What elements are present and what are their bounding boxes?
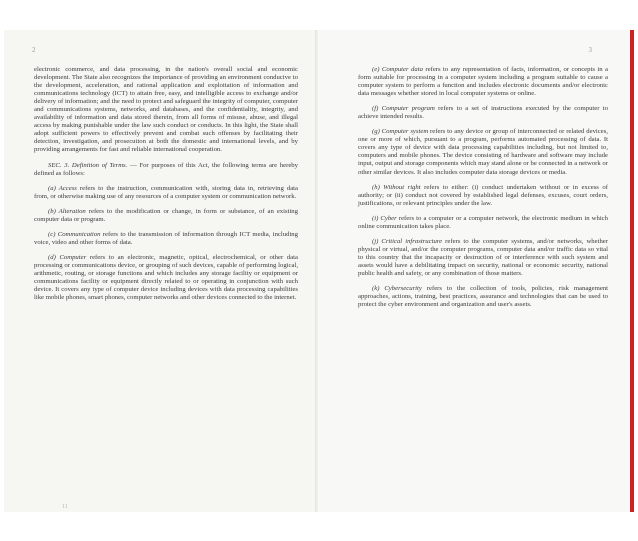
definition-cyber <box>358 215 608 231</box>
right-page-number: 3 <box>588 46 592 54</box>
definition-text: refers to any device or group of interconnected or related devices, one or more of which, pursuant to a program, performs automated processing of data. It covers any type of device with data processing capabilities including, but not limited to, computers and mobile phones. The device consisting of hardware and software may include input, output and storage components which may stand alone or be connected in a network or other similar devices. It also includes computer data storage devices or media. <box>358 128 608 176</box>
definition-text: refers to the modification or change, in form or substance, of an existing computer data or program. <box>34 207 298 223</box>
definition-access <box>34 185 298 201</box>
term-label: (e) Computer data <box>372 66 423 73</box>
section-heading-paragraph <box>34 162 298 178</box>
definition-text: refers to the instruction, communication with, storing data in, retrieving data from, or otherwise making use of any resources of a computer system or communication network. <box>34 184 298 200</box>
section-label: SEC. 3. Definition of Terms. <box>48 161 128 169</box>
definition-computer-data <box>358 66 608 98</box>
definition-text: refers to any representation of facts, information, or concepts in a form suitable for processing in a computer system including a program suitable to cause a computer system to perform a function and includes electronic documents and/or electronic data messages whether stored in local computer systems or online. <box>358 66 608 98</box>
term-label: (a) Access <box>48 184 77 192</box>
right-page <box>318 30 630 512</box>
definition-cybersecurity <box>358 285 608 309</box>
term-label: (k) Cybersecurity <box>372 285 422 293</box>
definition-text: refers to the transmission of information through ICT media, including voice, video and other forms of data. <box>34 230 298 246</box>
definition-critical-infrastructure <box>358 238 608 278</box>
page-edge-marker <box>630 30 634 512</box>
term-label: (i) Cyber <box>372 214 397 222</box>
definition-text: refers to a computer or a computer network, the electronic medium in which online communication takes place. <box>358 214 608 230</box>
term-label: (b) Alteration <box>48 207 86 215</box>
paragraph-text: electronic commerce, and data processing, in the nation's overall social and economic development. The State also recognizes the importance of providing an environment conducive to the development, acceleration, and rational application and exploitation of information and communications technology (ICT) to attain free, easy, and intelligible access to exchange and/or delivery of information; and the need to protect and safeguard the integrity of computer, computer and communications systems, networks, and databases, and the confidentiality, integrity, and availability of information and data stored therein, from all forms of misuse, abuse, and illegal access by making punishable under the law such conduct or conducts. In this light, the State shall adopt sufficient powers to effectively prevent and combat such offenses by facilitating their detection, investigation, and prosecution at both the domestic and international levels, and by providing arrangements for fast and reliable international cooperation. <box>34 66 298 154</box>
left-page <box>4 30 318 512</box>
left-page-number: 2 <box>32 46 36 54</box>
paragraph-text: — For purposes of this Act, the following terms are hereby defined as follows: <box>34 161 298 177</box>
definition-text: refers to the collection of tools, policies, risk management approaches, actions, training, best practices, assurance and technologies that can be used to protect the cyber environment and organization and user's assets. <box>358 285 608 309</box>
definition-text: refers to the computer systems, and/or networks, whether physical or virtual, and/or the computer programs, computer data and/or traffic data so vital to this country that the incapacity or destruction of or interference with such system and assets would have a debilitating impact on security, national or economic security, national public health and safety, or any combination of those matters. <box>358 237 608 277</box>
term-label: (d) Computer <box>48 253 87 261</box>
definition-without-right <box>358 184 608 208</box>
term-label: (f) Computer program <box>372 105 435 113</box>
term-label: (h) Without right <box>372 183 421 191</box>
footer-mark: 11 <box>62 504 68 510</box>
definition-text: refers to a set of instructions executed by the computer to achieve intended results. <box>358 105 608 121</box>
definition-text: refers to an electronic, magnetic, optical, electrochemical, or other data processing or communications device, or grouping of such devices, capable of performing logical, arithmetic, routing, or storage functions and which includes any storage facility or equipment or communications facility or equipment directly related to or operating in conjunction with such device. It covers any type of computer device including devices with data processing capabilities like mobile phones, smart phones, computer networks and other devices connected to the internet. <box>34 253 298 302</box>
left-page-body <box>34 66 298 309</box>
definition-text: refers to either: (i) conduct undertaken without or in excess of authority; or (ii) conduct not covered by established legal defenses, excuses, court orders, justifications, or relevant principles under the law. <box>358 183 608 207</box>
term-label: (c) Communication <box>48 230 101 238</box>
right-page-body <box>358 66 608 316</box>
definition-computer-program <box>358 105 608 121</box>
definition-communication <box>34 231 298 247</box>
definition-computer-system <box>358 128 608 176</box>
definition-computer <box>34 254 298 302</box>
term-label: (j) Critical infrastructure <box>372 237 443 245</box>
term-label: (g) Computer system <box>372 128 429 136</box>
definition-alteration <box>34 208 298 224</box>
paragraph-intro <box>34 66 298 155</box>
